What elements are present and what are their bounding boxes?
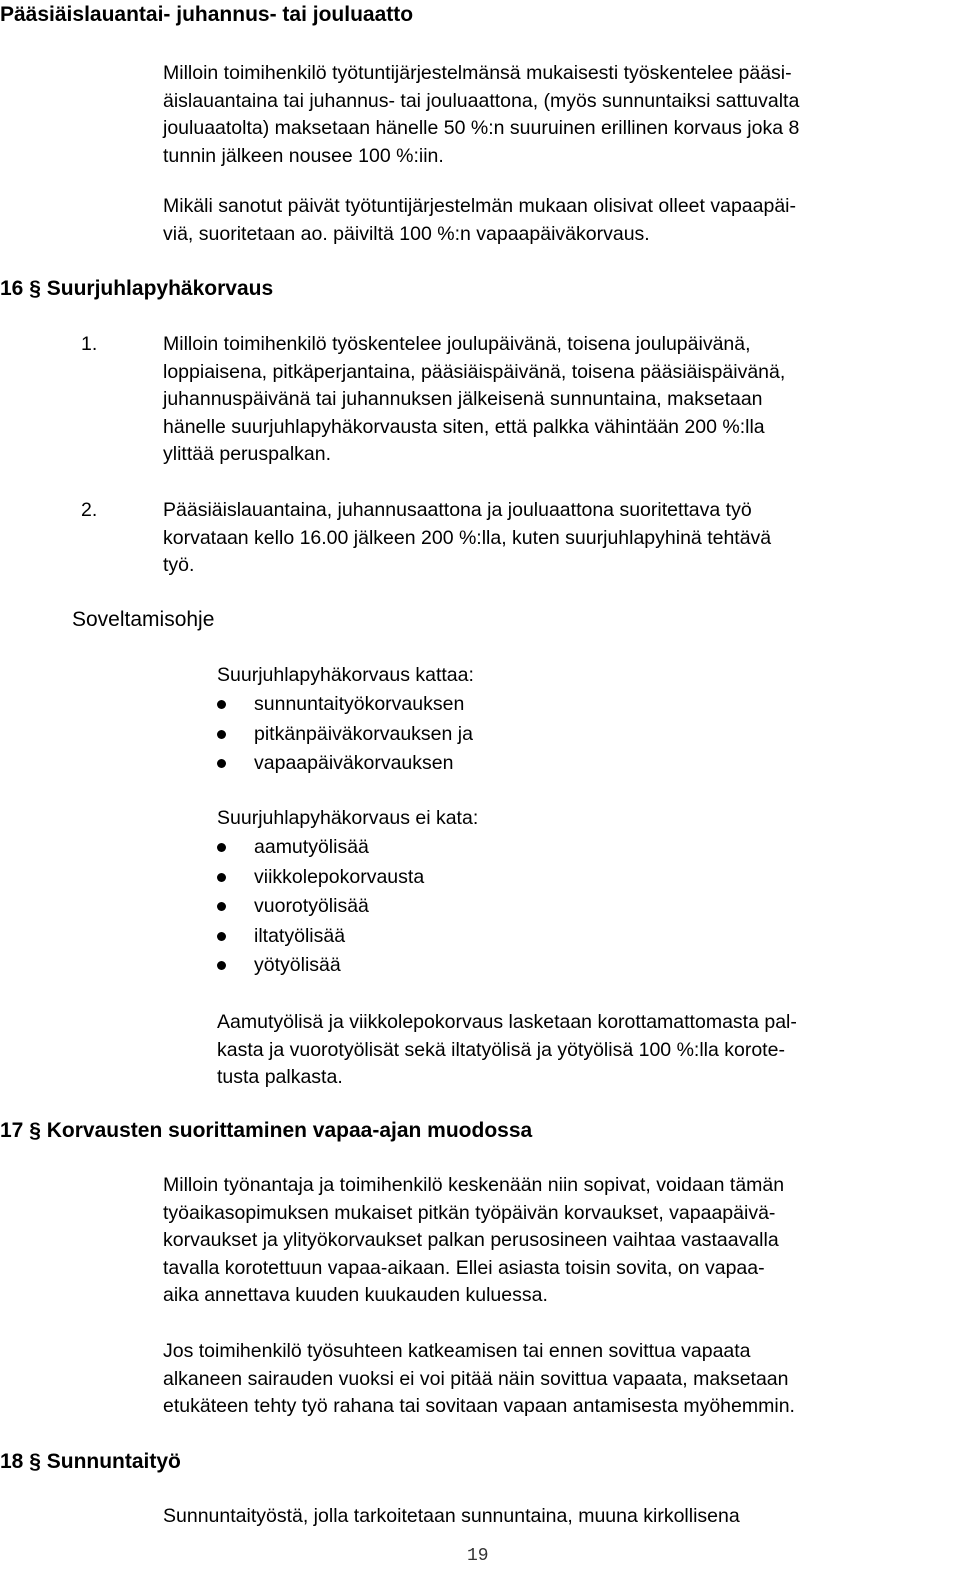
- list-item: yötyölisää: [217, 951, 424, 981]
- section-title: Korvausten suorittaminen vapaa-ajan muodossa: [46, 1119, 533, 1142]
- guide-title: Soveltamisohje: [72, 608, 215, 631]
- excludes-label: Suurjuhlapyhäkorvaus ei kata:: [217, 807, 479, 829]
- bullet-icon: [217, 873, 226, 882]
- section-17-heading: [0, 1118, 532, 1144]
- paragraph-top-1: Milloin toimihenkilö työtuntijärjestelmänsä mukaisesti työskentelee pääsi- äislauantaina tai juhannus- tai jouluaattona, (myös sunnuntaiksi sattuvalta jouluaatolta) maksetaan hänelle 50 %:n suuruinen erillinen korvaus joka 8 tunnin jälkeen nousee 100 %:iin.: [163, 62, 800, 167]
- bullet-icon: [217, 932, 226, 941]
- list-item: vapaapäiväkorvauksen: [217, 749, 473, 779]
- numbered-item-2: [81, 497, 953, 580]
- item-text: Pääsiäislauantaina, juhannusaattona ja jouluaattona suoritettava työ korvataan kello 16.00 jälkeen 200 %:lla, kuten suurjuhlapyhinä tehtävä työ.: [163, 499, 772, 576]
- list-item: iltatyölisää: [217, 922, 424, 952]
- bullet-icon: [217, 843, 226, 852]
- section-title: Suurjuhlapyhäkorvaus: [46, 277, 274, 300]
- list-item: sunnuntaityökorvauksen: [217, 690, 473, 720]
- list-item: pitkänpäiväkorvauksen ja: [217, 720, 473, 750]
- bullet-icon: [217, 961, 226, 970]
- section-symbol: §: [29, 1119, 41, 1142]
- covers-label: Suurjuhlapyhäkorvaus kattaa:: [217, 664, 474, 686]
- section-number: 16: [0, 277, 24, 300]
- section-title-top: Pääsiäislauantai- juhannus- tai jouluaatto: [0, 3, 414, 26]
- bullet-icon: [217, 902, 226, 911]
- page-number: 19: [467, 1546, 489, 1566]
- section-number: 18: [0, 1450, 24, 1473]
- excludes-list: [217, 833, 424, 981]
- section-symbol: §: [29, 1450, 41, 1473]
- list-item: aamutyölisää: [217, 833, 424, 863]
- section-18-heading: [0, 1449, 181, 1475]
- section-symbol: §: [29, 277, 41, 300]
- section-16-heading: [0, 276, 273, 302]
- item-number: 2.: [81, 499, 98, 521]
- paragraph-17-2: Jos toimihenkilö työsuhteen katkeamisen tai ennen sovittua vapaata alkaneen sairauden vuoksi ei voi pitää näin sovittua vapaata, maksetaan etukäteen tehty työ rahana tai sovitaan vapaan antamisesta myöhemmin.: [163, 1340, 795, 1417]
- item-text: Milloin toimihenkilö työskentelee joulupäivänä, toisena joulupäivänä, loppiaisena, pitkäperjantaina, pääsiäispäivänä, toisena pääsiäispäivänä, juhannuspäivänä tai juhannuksen jälkeisenä sunnuntaina, maksetaan hänelle suurjuhlapyhäkorvausta siten, että palkka vähintään 200 %:lla ylittää peruspalkan.: [163, 333, 786, 465]
- numbered-item-1: [81, 331, 953, 469]
- paragraph-18-1: Sunnuntaityöstä, jolla tarkoitetaan sunnuntaina, muuna kirkollisena: [163, 1505, 740, 1527]
- paragraph-17-1: Milloin työnantaja ja toimihenkilö keskenään niin sopivat, voidaan tämän työaikasopimuksen mukaiset pitkän työpäivän korvaukset, vapaapäivä- korvaukset ja ylityökorvaukset palkan perusosineen vaihtaa vastaavalla tavalla korotettuun vapaa-aikaan. Ellei asiasta toisin sovita, on vapaa- aika annettava kuuden kuukauden kuluessa.: [163, 1174, 785, 1306]
- list-item: vuorotyölisää: [217, 892, 424, 922]
- bullet-icon: [217, 700, 226, 709]
- section-number: 17: [0, 1119, 24, 1142]
- item-number: 1.: [81, 333, 98, 355]
- guide-note: Aamutyölisä ja viikkolepokorvaus lasketaan korottamattomasta pal- kasta ja vuorotyölisät sekä iltatyölisä ja yötyölisä 100 %:lla korote- tusta palkasta.: [217, 1011, 797, 1088]
- bullet-icon: [217, 730, 226, 739]
- bullet-icon: [217, 759, 226, 768]
- list-item: viikkolepokorvausta: [217, 863, 424, 893]
- covers-list: [217, 690, 473, 779]
- section-title: Sunnuntaityö: [46, 1450, 181, 1473]
- paragraph-top-2: Mikäli sanotut päivät työtuntijärjestelmän mukaan olisivat olleet vapaapäi- viä, suoritetaan ao. päiviltä 100 %:n vapaapäiväkorvaus.: [163, 195, 796, 245]
